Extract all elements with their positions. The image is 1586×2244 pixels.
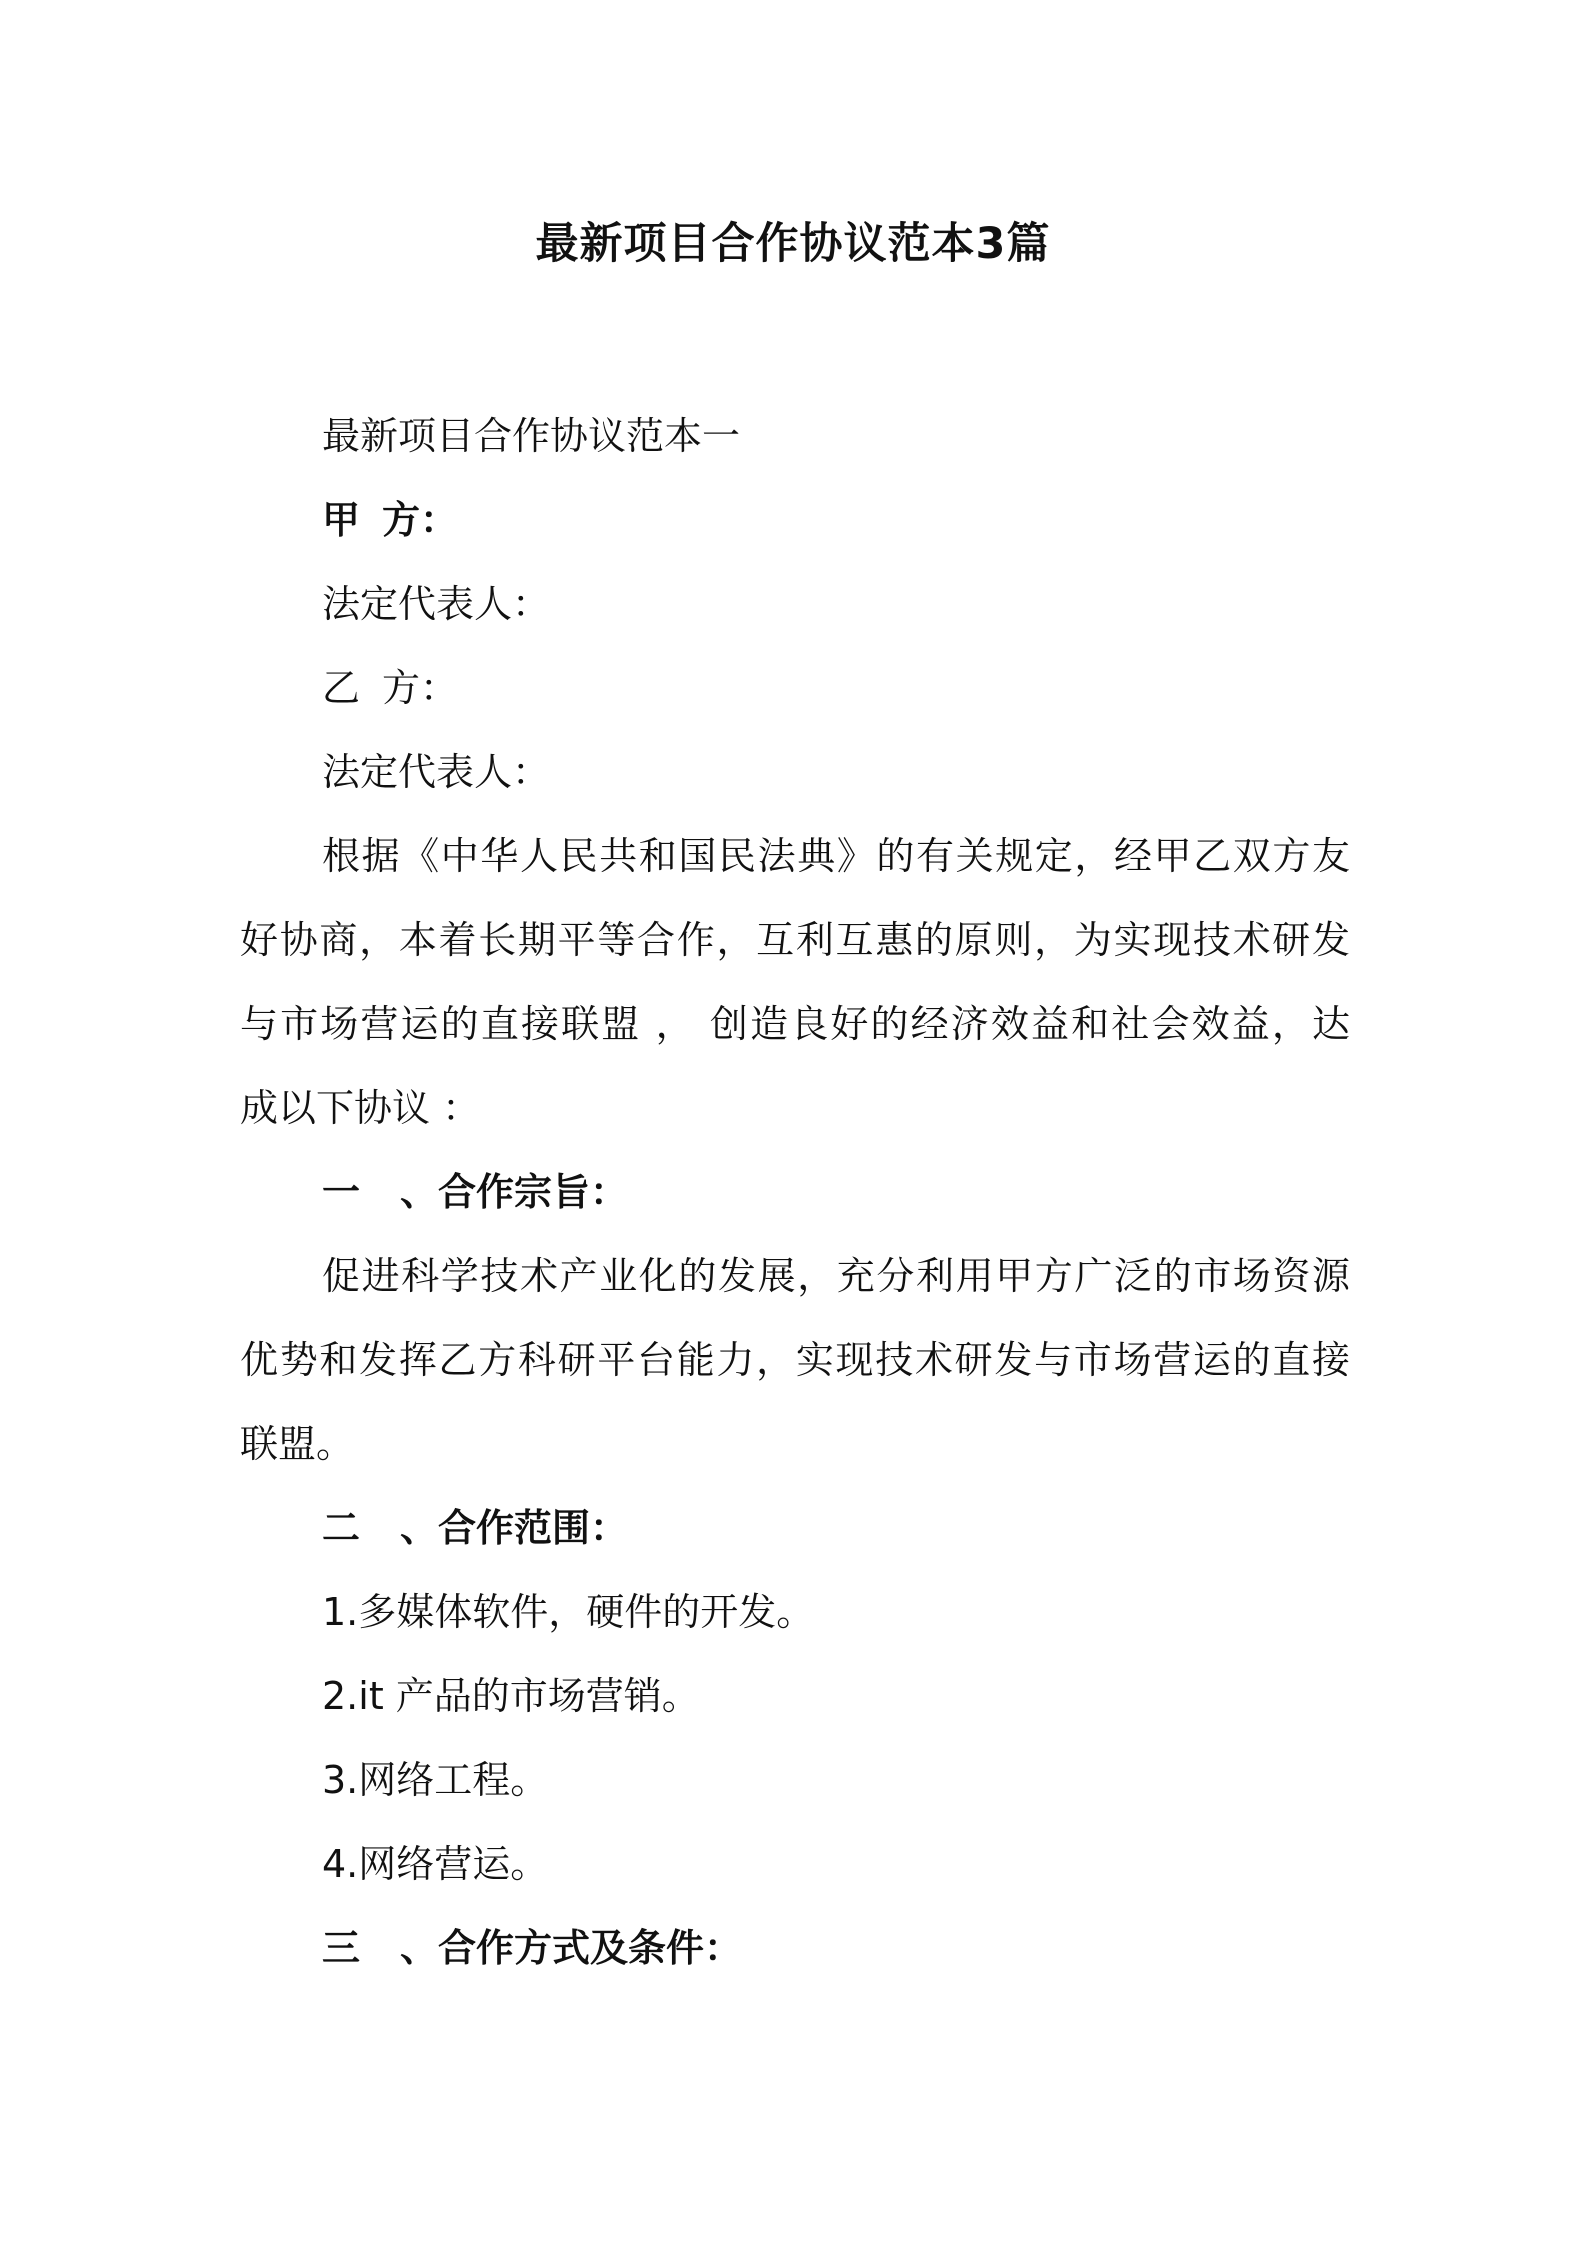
party-a-line (322, 492, 458, 548)
section-3-heading (322, 1920, 742, 1976)
section-1-heading (322, 1164, 628, 1220)
preamble-line: 根据《中华人民共和国民法典》的有关规定，经甲乙双方友 (322, 834, 1350, 878)
section-3-number: 三 (322, 1926, 361, 1970)
scope-list-item: 1.多媒体软件，硬件的开发。 (322, 1590, 815, 1634)
section-1-body-line: 联盟。 (240, 1422, 355, 1466)
legal-rep-a-line: 法定代表人： (322, 582, 551, 626)
party-b-label-suffix: 方： (382, 666, 459, 710)
agreement-subtitle: 最新项目合作协议范本一 (322, 414, 741, 458)
legal-rep-b-line: 法定代表人： (322, 750, 551, 794)
preamble-line: 与市场营运的直接联盟 ， 创造良好的经济效益和社会效益，达 (240, 1002, 1350, 1046)
section-1-body-line: 促进科学技术产业化的发展，充分利用甲方广泛的市场资源 (322, 1254, 1350, 1298)
party-b-label-char: 乙 (322, 666, 361, 710)
preamble-line: 好协商，本着长期平等合作，互利互惠的原则，为实现技术研发 (240, 918, 1350, 962)
section-2-title: 、合作范围： (400, 1506, 629, 1550)
scope-list-item: 4.网络营运。 (322, 1842, 549, 1886)
section-2-number: 二 (322, 1506, 361, 1550)
preamble-line: 成以下协议 ： (240, 1086, 481, 1130)
section-1-body-line: 优势和发挥乙方科研平台能力，实现技术研发与市场营运的直接 (240, 1338, 1350, 1382)
section-1-title: 、合作宗旨： (400, 1170, 629, 1214)
section-1-number: 一 (322, 1170, 361, 1214)
party-a-label-char: 甲 (322, 498, 361, 542)
party-a-label-suffix: 方： (382, 498, 459, 542)
document-title: 最新项目合作协议范本3篇 (535, 219, 1051, 269)
section-2-heading (322, 1500, 628, 1556)
scope-list-item: 2.it 产品的市场营销。 (322, 1674, 700, 1718)
section-3-title: 、合作方式及条件： (400, 1926, 743, 1970)
scope-list-item: 3.网络工程。 (322, 1758, 549, 1802)
party-b-line (322, 660, 458, 716)
